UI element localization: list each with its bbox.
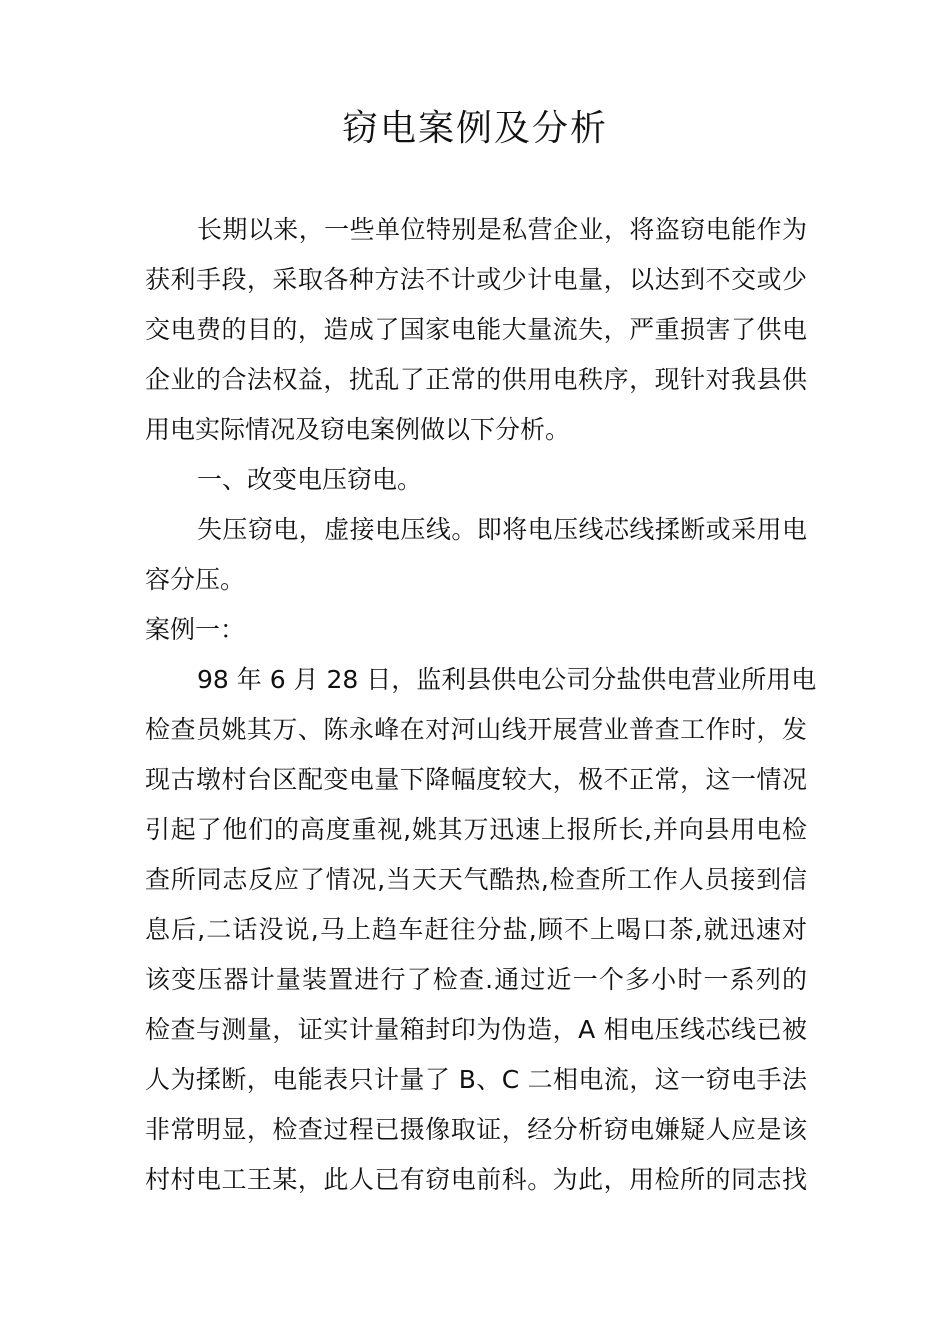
document-title: 窃电案例及分析: [341, 108, 608, 149]
paragraph-line: 交电费的目的，造成了国家电能大量流失，严重损害了供电: [145, 315, 807, 344]
paragraph-line: 非常明显，检查过程已摄像取证，经分析窃电嫌疑人应是该: [145, 1115, 807, 1144]
paragraph-line: 用电实际情况及窃电案例做以下分析。: [145, 415, 571, 444]
paragraph-line: 检查与测量，证实计量箱封印为伪造，A 相电压线芯线已被: [145, 1015, 807, 1044]
paragraph-line: 失压窃电，虚接电压线。即将电压线芯线揉断或采用电: [197, 515, 807, 544]
paragraph-line: 现古墩村台区配变电量下降幅度较大，极不正常，这一情况: [145, 765, 807, 794]
paragraph-line: 村村电工王某，此人已有窃电前科。为此，用检所的同志找: [145, 1165, 807, 1194]
paragraph-line: 98 年 6 月 28 日，监利县供电公司分盐供电营业所用电: [197, 665, 817, 694]
paragraph-line: 获利手段，采取各种方法不计或少计电量，以达到不交或少: [145, 265, 807, 294]
paragraph-line: 检查员姚其万、陈永峰在对河山线开展营业普查工作时，发: [145, 715, 807, 744]
paragraph-line: 人为揉断，电能表只计量了 B、C 二相电流，这一窃电手法: [145, 1065, 807, 1094]
paragraph-line: 查所同志反应了情况,当天天气酷热,检查所工作人员接到信: [145, 865, 807, 894]
paragraph-line: 息后,二话没说,马上趋车赶往分盐,顾不上喝口茶,就迅速对: [145, 915, 807, 944]
paragraph-line: 引起了他们的高度重视,姚其万迅速上报所长,并向县用电检: [145, 815, 807, 844]
paragraph-line: 长期以来，一些单位特别是私营企业，将盗窃电能作为: [197, 215, 807, 244]
section-heading: 一、改变电压窃电。: [197, 465, 423, 494]
case-label: 案例一：: [145, 615, 246, 644]
paragraph-line: 该变压器计量装置进行了检查.通过近一个多小时一系列的: [145, 965, 807, 994]
paragraph-line: 企业的合法权益，扰乱了正常的供用电秩序，现针对我县供: [145, 365, 807, 394]
paragraph-line: 容分压。: [145, 565, 246, 594]
document-body: [145, 205, 817, 1205]
